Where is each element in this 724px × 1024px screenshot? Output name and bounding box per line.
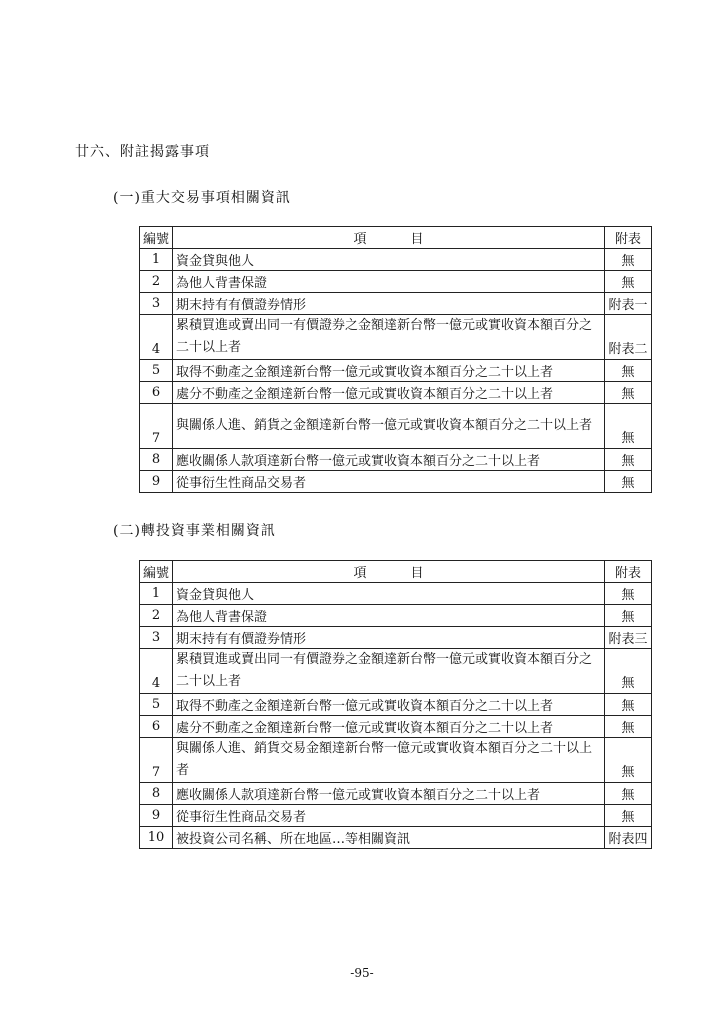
header-item-b: 目 [410,566,424,581]
row-attachment: 無 [605,471,652,493]
row-number: 5 [140,694,173,716]
row-attachment: 無 [605,694,652,716]
table-row [140,827,652,849]
table-row [140,694,652,716]
row-attachment: 無 [605,716,652,738]
row-attachment: 附表二 [605,315,652,360]
table-row [140,805,652,827]
row-number: 9 [140,805,173,827]
row-number: 8 [140,449,173,471]
row-attachment: 附表一 [605,293,652,315]
page-number: -95- [350,966,374,980]
table2 [139,560,652,849]
header-item-b: 目 [410,232,424,247]
table-row [140,449,652,471]
table1-heading-text: (一)重大交易事項相關資訊 [113,190,291,206]
row-item: 處分不動產之金額達新台幣一億元或實收資本額百分之二十以上者 [173,382,605,404]
row-item: 應收關係人款項達新台幣一億元或實收資本額百分之二十以上者 [173,449,605,471]
table1-heading [113,187,291,207]
row-item: 期末持有有價證券情形 [173,627,605,649]
row-attachment: 無 [605,649,652,694]
row-attachment: 無 [605,783,652,805]
header-attachment: 附表 [605,561,652,583]
table-row [140,404,652,449]
table-row [140,627,652,649]
row-item: 處分不動產之金額達新台幣一億元或實收資本額百分之二十以上者 [173,716,605,738]
row-item: 被投資公司名稱、所在地區…等相關資訊 [173,827,605,849]
table-row [140,271,652,293]
row-number: 1 [140,249,173,271]
row-attachment: 附表四 [605,827,652,849]
row-item: 從事衍生性商品交易者 [173,471,605,493]
row-attachment: 無 [605,404,652,449]
table-row [140,315,652,360]
table-row [140,783,652,805]
row-number: 3 [140,293,173,315]
header-number: 編號 [140,227,173,249]
row-number: 6 [140,716,173,738]
row-attachment: 附表三 [605,627,652,649]
row-number: 2 [140,271,173,293]
table-row [140,471,652,493]
row-attachment: 無 [605,271,652,293]
row-number: 4 [140,649,173,694]
row-number: 7 [140,738,173,783]
row-attachment: 無 [605,738,652,783]
row-number: 3 [140,627,173,649]
header-attachment: 附表 [605,227,652,249]
table2-heading-text: (二)轉投資事業相關資訊 [113,523,276,539]
table-row [140,738,652,783]
row-item: 與關係人進、銷貨交易金額達新台幣一億元或實收資本額百分之二十以上者 [173,738,605,783]
table-row [140,649,652,694]
section-title [75,141,210,161]
row-number: 8 [140,783,173,805]
row-item: 應收關係人款項達新台幣一億元或實收資本額百分之二十以上者 [173,783,605,805]
row-item: 資金貸與他人 [173,249,605,271]
row-number: 9 [140,471,173,493]
row-attachment: 無 [605,583,652,605]
header-item-a: 項 [353,566,367,581]
row-item: 累積買進或賣出同一有價證券之金額達新台幣一億元或實收資本額百分之二十以上者 [173,315,605,360]
header-item-a: 項 [353,232,367,247]
row-number: 2 [140,605,173,627]
row-item: 從事衍生性商品交易者 [173,805,605,827]
row-attachment: 無 [605,805,652,827]
table1 [139,226,652,493]
header-item [173,561,605,583]
row-number: 7 [140,404,173,449]
table-row [140,583,652,605]
row-attachment: 無 [605,249,652,271]
row-attachment: 無 [605,605,652,627]
table-row [140,293,652,315]
row-number: 6 [140,382,173,404]
row-item: 資金貸與他人 [173,583,605,605]
table-row [140,382,652,404]
row-item: 取得不動產之金額達新台幣一億元或實收資本額百分之二十以上者 [173,360,605,382]
row-number: 10 [140,827,173,849]
row-attachment: 無 [605,449,652,471]
table2-header-row [140,561,652,583]
section-title-text: 廿六、附註揭露事項 [75,144,210,160]
row-number: 1 [140,583,173,605]
row-attachment: 無 [605,382,652,404]
table-row [140,605,652,627]
row-item: 累積買進或賣出同一有價證券之金額達新台幣一億元或實收資本額百分之二十以上者 [173,649,605,694]
header-number: 編號 [140,561,173,583]
row-item: 取得不動產之金額達新台幣一億元或實收資本額百分之二十以上者 [173,694,605,716]
table1-header-row [140,227,652,249]
table-row [140,360,652,382]
table-row [140,716,652,738]
header-item [173,227,605,249]
row-attachment: 無 [605,360,652,382]
row-item: 與關係人進、銷貨之金額達新台幣一億元或實收資本額百分之二十以上者 [173,404,605,449]
row-item: 期末持有有價證券情形 [173,293,605,315]
row-number: 5 [140,360,173,382]
row-number: 4 [140,315,173,360]
row-item: 為他人背書保證 [173,605,605,627]
table-row [140,249,652,271]
row-item: 為他人背書保證 [173,271,605,293]
table2-heading [113,520,276,540]
